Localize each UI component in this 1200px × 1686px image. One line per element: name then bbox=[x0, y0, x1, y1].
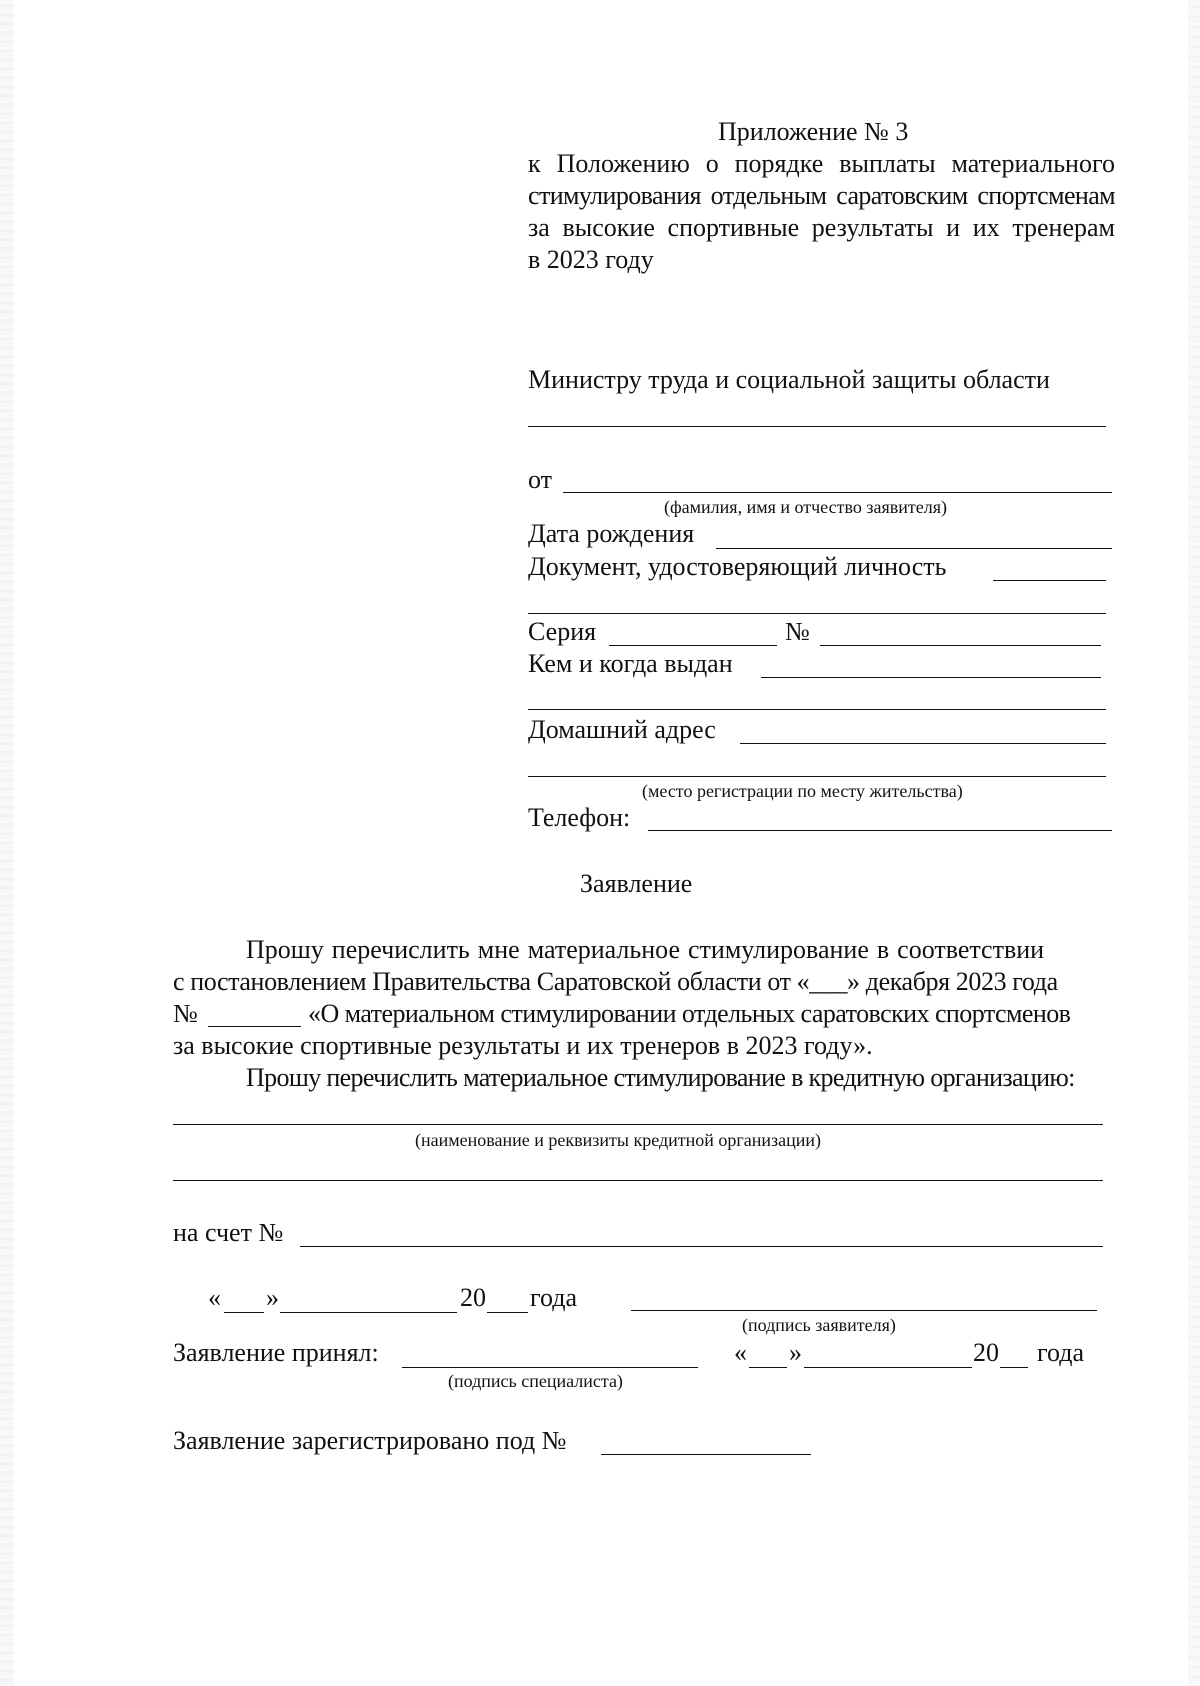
document-label: Документ, удостоверяющий личность bbox=[528, 552, 947, 581]
scan-edge-left bbox=[0, 0, 14, 1686]
applicant-signature-caption: (подпись заявителя) bbox=[742, 1315, 896, 1335]
year-prefix: 20 bbox=[460, 1283, 486, 1312]
specialist-signature-caption: (подпись специалиста) bbox=[448, 1371, 623, 1391]
applicant-signature-field[interactable] bbox=[631, 1310, 1097, 1311]
appendix-line: стимулирования отдельным саратовским спортсменам bbox=[528, 181, 1115, 210]
bank-field-continued[interactable] bbox=[173, 1180, 1103, 1181]
statement-line-1: Прошу перечислить мне материальное стимулирование в соответствии bbox=[246, 935, 1045, 964]
from-caption: (фамилия, имя и отчество заявителя) bbox=[664, 497, 947, 517]
number-label: № bbox=[785, 617, 810, 646]
accepted-year-field[interactable] bbox=[1000, 1367, 1028, 1368]
accepted-date-close-quote: » bbox=[789, 1338, 802, 1367]
decree-number-label: № bbox=[173, 999, 198, 1028]
number-field[interactable] bbox=[820, 645, 1101, 646]
account-field[interactable] bbox=[300, 1246, 1103, 1247]
appendix-line: в 2023 году bbox=[528, 245, 654, 274]
scan-edge-right bbox=[1188, 0, 1200, 1686]
accepted-day-field[interactable] bbox=[749, 1367, 787, 1368]
address-field-continued[interactable] bbox=[528, 776, 1106, 777]
issued-field[interactable] bbox=[761, 677, 1101, 678]
registered-label: Заявление зарегистрировано под № bbox=[173, 1426, 567, 1455]
accepted-year-suffix: года bbox=[1037, 1338, 1085, 1367]
date-open-quote: « bbox=[208, 1283, 221, 1312]
date-day-field[interactable] bbox=[224, 1312, 264, 1313]
decree-number-field[interactable] bbox=[208, 1026, 301, 1027]
year-suffix: года bbox=[530, 1283, 578, 1312]
statement-line-3: «О материальном стимулировании отдельных саратовских спортсменов bbox=[308, 999, 1071, 1028]
series-field[interactable] bbox=[609, 645, 777, 646]
bank-field[interactable] bbox=[173, 1124, 1103, 1125]
date-month-field[interactable] bbox=[280, 1312, 457, 1313]
specialist-signature-field[interactable] bbox=[402, 1367, 698, 1368]
accepted-month-field[interactable] bbox=[804, 1367, 972, 1368]
phone-field[interactable] bbox=[648, 830, 1112, 831]
issued-label: Кем и когда выдан bbox=[528, 649, 733, 678]
accepted-year-prefix: 20 bbox=[973, 1338, 999, 1367]
addressee-line[interactable] bbox=[528, 426, 1106, 427]
birth-date-field[interactable] bbox=[716, 548, 1112, 549]
date-year-field[interactable] bbox=[487, 1312, 528, 1313]
statement-heading: Заявление bbox=[580, 869, 693, 898]
accepted-date-open-quote: « bbox=[734, 1338, 747, 1367]
date-close-quote: » bbox=[266, 1283, 279, 1312]
from-field[interactable] bbox=[563, 492, 1112, 493]
bank-caption: (наименование и реквизиты кредитной организации) bbox=[415, 1130, 822, 1150]
issued-field-continued[interactable] bbox=[528, 709, 1106, 710]
birth-label: Дата рождения bbox=[528, 519, 695, 548]
appendix-line: за высокие спортивные результаты и их тренерам bbox=[528, 213, 1115, 242]
document-field[interactable] bbox=[993, 580, 1106, 581]
appendix-title: Приложение № 3 bbox=[718, 117, 909, 146]
address-label: Домашний адрес bbox=[528, 715, 716, 744]
bank-request: Прошу перечислить материальное стимулирование в кредитную организацию: bbox=[246, 1063, 1075, 1092]
addressee: Министру труда и социальной защиты области bbox=[528, 365, 1050, 394]
account-label: на счет № bbox=[173, 1218, 284, 1247]
phone-label: Телефон: bbox=[528, 803, 631, 832]
registration-number-field[interactable] bbox=[601, 1454, 811, 1455]
appendix-reference bbox=[528, 148, 1115, 276]
series-label: Серия bbox=[528, 617, 597, 646]
statement-line-2: с постановлением Правительства Саратовской области от «___» декабря 2023 года bbox=[173, 967, 1058, 996]
address-field[interactable] bbox=[740, 743, 1106, 744]
document-field-continued[interactable] bbox=[528, 613, 1106, 614]
address-caption: (место регистрации по месту жительства) bbox=[642, 781, 963, 801]
appendix-line: к Положению о порядке выплаты материального bbox=[528, 149, 1115, 178]
statement-line-4: за высокие спортивные результаты и их тренеров в 2023 году». bbox=[173, 1031, 873, 1060]
from-label: от bbox=[528, 465, 553, 494]
accepted-label: Заявление принял: bbox=[173, 1338, 379, 1367]
